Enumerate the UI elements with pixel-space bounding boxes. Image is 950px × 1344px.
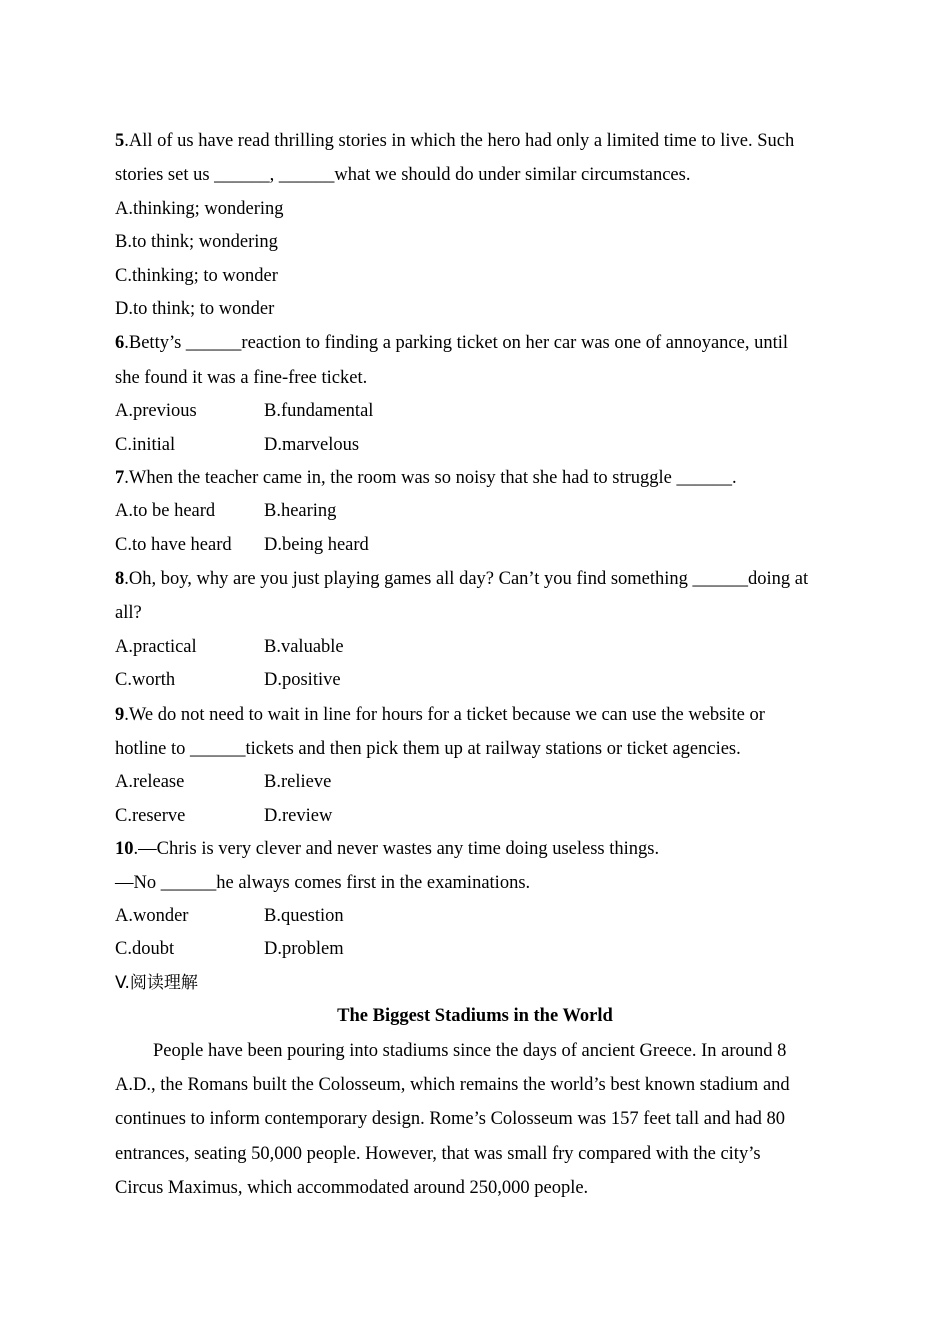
option-c: C.to have heard [115,534,232,555]
option-a: A.practical [115,636,197,657]
option-d: D.review [264,805,333,826]
question-text-line: —No ______he always comes first in the examinations. [115,872,531,893]
option-a: A.wonder [115,905,189,926]
question-text: .Oh, boy, why are you just playing games all day? Can’t you find something ______doing at [124,569,809,590]
question-stem [115,124,835,158]
question-number: 7 [115,467,125,488]
option-c: C.thinking; to wonder [115,265,278,286]
option-a: A.previous [115,401,197,422]
question-6 [115,326,835,462]
passage-line: People have been pouring into stadiums since the days of ancient Greece. In around 8 [153,1040,787,1061]
question-text-line: she found it was a fine-free ticket. [115,367,368,388]
question-number: 8 [115,569,125,590]
question-text-line: all? [115,603,142,624]
option-a: A.thinking; wondering [115,198,284,219]
passage-line: entrances, seating 50,000 people. However, that was small fry compared with the city’s [115,1143,761,1164]
question-5 [115,124,835,326]
passage-body [115,1034,835,1206]
passage-line: Circus Maximus, which accommodated around 250,000 people. [115,1178,589,1199]
option-c: C.doubt [115,939,175,960]
option-a: A.release [115,772,185,793]
option-c: C.reserve [115,805,186,826]
option-b: B.hearing [264,501,337,522]
option-c: C.worth [115,670,176,691]
question-number: 6 [115,333,125,354]
question-text: .Betty’s ______reaction to finding a parking ticket on her car was one of annoyance, until [124,333,789,354]
option-row [115,529,835,562]
option-row [115,900,835,933]
option-row [115,495,835,528]
option-d: D.being heard [264,534,369,555]
question-8 [115,562,835,698]
passage-line: continues to inform contemporary design. Rome’s Colosseum was 157 feet tall and had 80 [115,1109,785,1130]
option-b: B.valuable [264,636,344,657]
option-b: B.relieve [264,772,332,793]
question-stem [115,326,835,360]
option-row [115,631,835,664]
question-stem [115,562,835,596]
question-7 [115,462,835,562]
option-row [115,933,835,966]
option-row [115,800,835,833]
option-c: C.initial [115,434,176,455]
question-text: .We do not need to wait in line for hours for a ticket because we can use the website or [124,704,765,725]
question-text: .All of us have read thrilling stories in which the hero had only a limited time to live. Such [124,131,795,151]
option-row [115,766,835,799]
question-10 [115,833,835,967]
passage-line: A.D., the Romans built the Colosseum, which remains the world’s best known stadium and [115,1074,790,1095]
question-stem [115,833,835,866]
option-d: D.positive [264,670,341,691]
question-text-line: hotline to ______tickets and then pick them up at railway stations or ticket agencies. [115,739,741,760]
option-b: B.to think; wondering [115,232,278,253]
question-text: .—Chris is very clever and never wastes any time doing useless things. [133,839,660,860]
option-row [115,395,835,428]
question-number: 10 [115,839,134,860]
question-number: 9 [115,704,125,725]
option-d: D.problem [264,939,344,960]
option-d: D.marvelous [264,434,360,455]
question-text-line: stories set us ______, ______what we should do under similar circumstances. [115,165,691,186]
question-9 [115,698,835,834]
question-number: 5 [115,131,125,151]
document-page [115,124,835,1206]
question-stem [115,462,835,495]
passage-title: The Biggest Stadiums in the World [337,1006,613,1027]
option-row [115,429,835,462]
option-b: B.question [264,905,344,926]
option-a: A.to be heard [115,501,216,522]
question-stem [115,698,835,732]
question-text: .When the teacher came in, the room was so noisy that she had to struggle ______. [124,467,737,488]
option-d: D.to think; to wonder [115,298,275,319]
option-b: B.fundamental [264,401,374,422]
section-heading: V.阅读理解 [115,972,198,993]
option-row [115,664,835,697]
